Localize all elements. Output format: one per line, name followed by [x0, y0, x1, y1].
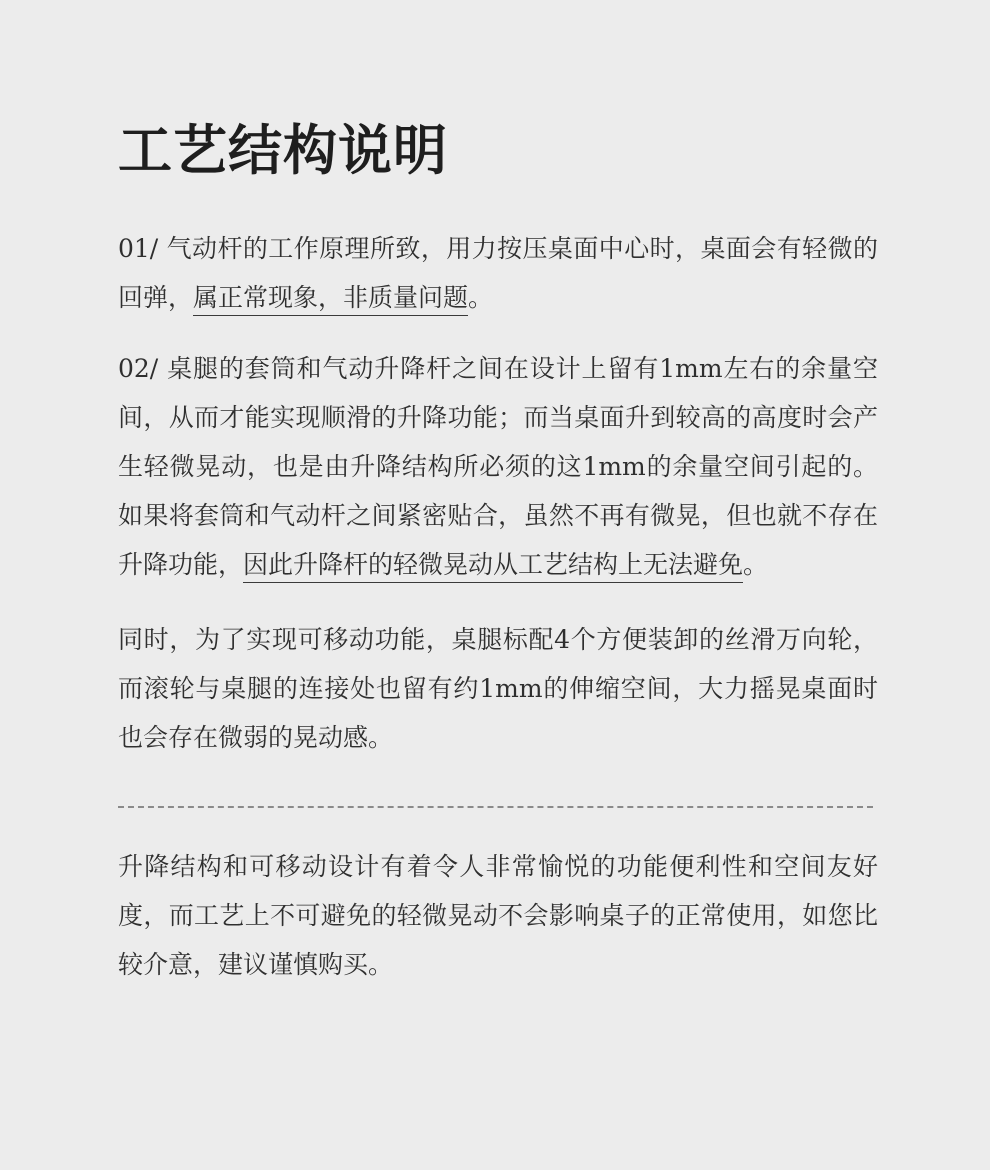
- emphasis-underlined: 因此升降杆的轻微晃动从工艺结构上无法避免: [243, 550, 743, 583]
- paragraph-summary: [118, 842, 878, 989]
- paragraph-text: 升降结构和可移动设计有着令人非常愉悦的功能便利性和空间友好度，而工艺上不可避免的轻微晃动不会影响桌子的正常使用，如您比较介意，建议谨慎购买。: [118, 852, 878, 979]
- page-title: 工艺结构说明: [118, 118, 448, 182]
- paragraph-text: 02/ 桌腿的套筒和气动升降杆之间在设计上留有1mm左右的余量空间，从而才能实现顺滑的升降功能；而当桌面升到较高的高度时会产生轻微晃动，也是由升降结构所必须的这1mm的余量空间引起的。如果将套筒和气动杆之间紧密贴合，虽然不再有微晃，但也就不存在升降功能，: [118, 354, 878, 579]
- emphasis-underlined: 属正常现象，非质量问题: [193, 283, 468, 316]
- paragraph-text: 01/ 气动杆的工作原理所致，用力按压桌面中心时，桌面会有轻微的回弹，: [118, 234, 878, 312]
- paragraph-tail: 。: [743, 550, 769, 579]
- paragraph-tail: 。: [468, 283, 494, 312]
- document-content: [118, 118, 878, 989]
- paragraph-casters: [118, 615, 878, 762]
- paragraph-text: 同时，为了实现可移动功能，桌腿标配4个方便装卸的丝滑万向轮，而滚轮与桌腿的连接处也留有约1mm的伸缩空间，大力摇晃桌面时也会存在微弱的晃动感。: [118, 625, 878, 752]
- paragraph-sleeve-gap: [118, 344, 878, 589]
- dashed-divider: [118, 806, 873, 808]
- paragraph-pneumatic-rebound: [118, 224, 878, 322]
